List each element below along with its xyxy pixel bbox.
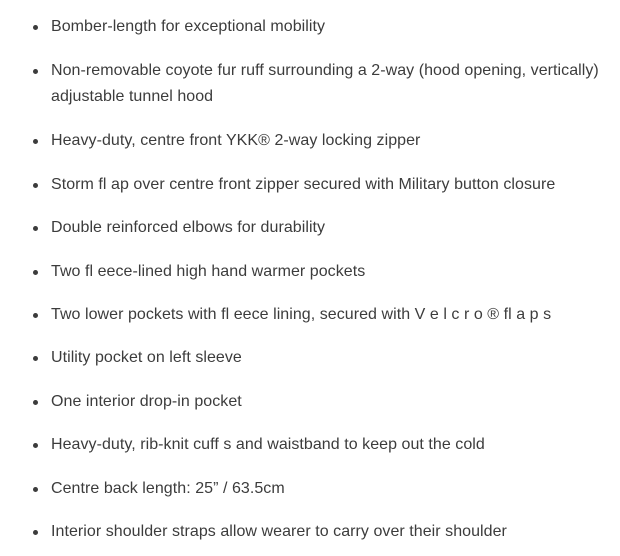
- bullet-dot: [33, 443, 38, 448]
- bullet-dot: [33, 356, 38, 361]
- list-item-text: Centre back length: 25” / 63.5cm: [51, 480, 285, 497]
- bullet-dot: [33, 25, 38, 30]
- list-item: [0, 58, 620, 110]
- bullet-dot: [33, 400, 38, 405]
- list-item: [0, 302, 620, 328]
- list-item-text: Double reinforced elbows for durability: [51, 219, 326, 236]
- bullet-dot: [33, 313, 38, 318]
- list-item-text: Non-removable coyote fur ruff surrounding a 2-way (hood opening, vertically) adjustable tunnel hood: [51, 62, 599, 105]
- list-item: [0, 389, 620, 415]
- list-item-text: Two lower pockets with fl eece lining, secured with V e l c r o ® fl a p s: [51, 306, 552, 323]
- list-item-text: Utility pocket on left sleeve: [51, 349, 242, 366]
- list-item-text: Bomber-length for exceptional mobility: [51, 18, 326, 35]
- list-item: [0, 476, 620, 502]
- list-item: [0, 519, 620, 545]
- bullet-dot: [33, 270, 38, 275]
- feature-list: [0, 14, 620, 545]
- bullet-dot: [33, 139, 38, 144]
- bullet-dot: [33, 226, 38, 231]
- list-item-text: Two fl eece-lined high hand warmer pockets: [51, 263, 366, 280]
- bullet-dot: [33, 530, 38, 535]
- list-item: [0, 345, 620, 371]
- bullet-dot: [33, 487, 38, 492]
- list-item-text: Storm fl ap over centre front zipper secured with Military button closure: [51, 176, 556, 193]
- list-item-text: Heavy-duty, rib-knit cuff s and waistband to keep out the cold: [51, 436, 485, 453]
- list-item: [0, 259, 620, 285]
- bullet-dot: [33, 183, 38, 188]
- list-item-text: One interior drop-in pocket: [51, 393, 242, 410]
- bullet-dot: [33, 69, 38, 74]
- list-item: [0, 14, 620, 40]
- list-item: [0, 172, 620, 198]
- list-item-text: Interior shoulder straps allow wearer to carry over their shoulder: [51, 523, 507, 540]
- list-item: [0, 432, 620, 458]
- list-item: [0, 215, 620, 241]
- list-item: [0, 128, 620, 154]
- list-item-text: Heavy-duty, centre front YKK® 2-way locking zipper: [51, 132, 421, 149]
